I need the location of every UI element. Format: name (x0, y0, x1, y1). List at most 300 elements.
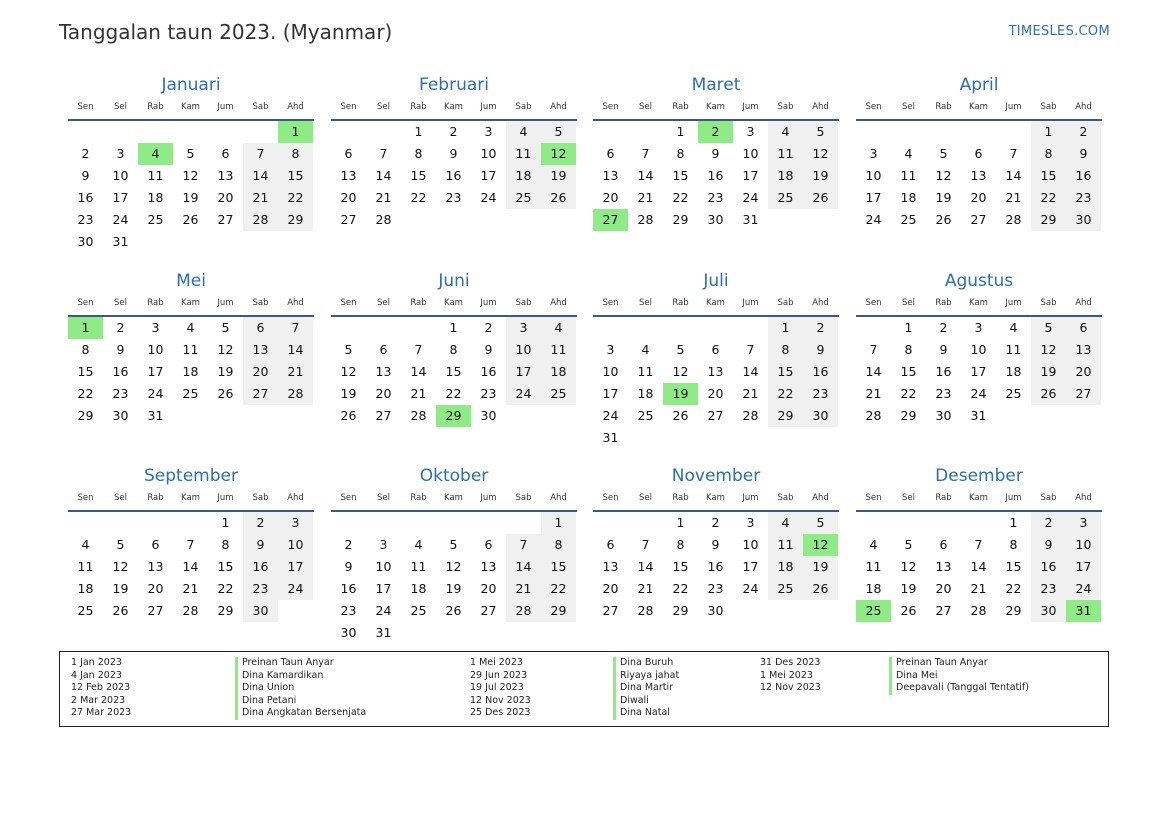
day-cell: 24 (147, 386, 164, 401)
day-cell: 12 (182, 168, 199, 183)
day-cell: 13 (375, 364, 392, 379)
day-cell: 13 (480, 559, 497, 574)
day-cell: 15 (410, 168, 427, 183)
day-cell: 30 (707, 212, 724, 227)
day-cell: 3 (746, 515, 755, 530)
legend-holiday-name: Diwali (613, 695, 679, 708)
weekday-label: Sel (639, 298, 652, 308)
day-cell: 30 (243, 600, 278, 622)
day-cell: 8 (278, 143, 313, 165)
day-cell: 25 (768, 578, 803, 600)
day-cell: 15 (900, 364, 917, 379)
weekday-label: Rab (935, 493, 952, 503)
legend-holiday-name: Dina Buruh (613, 657, 679, 670)
day-cell: 9 (939, 342, 948, 357)
weekday-label: Jum (1005, 298, 1022, 308)
day-cell: 24 (278, 578, 313, 600)
empty-cell (68, 121, 103, 143)
legend-holiday-name: Dina Kamardikan (235, 670, 366, 683)
day-cell: 3 (278, 512, 313, 534)
day-cell: 7 (641, 146, 650, 161)
day-cell: 23 (243, 578, 278, 600)
day-cell: 27 (217, 212, 234, 227)
day-cell: 5 (803, 512, 838, 534)
weekday-label: Kam (181, 493, 200, 503)
day-cell: 19 (803, 556, 838, 578)
holiday-day: 12 (803, 534, 838, 556)
empty-cell (138, 121, 173, 143)
day-cell: 10 (970, 342, 987, 357)
day-cell: 27 (375, 408, 392, 423)
empty-cell (471, 512, 506, 534)
day-cell: 18 (147, 190, 164, 205)
day-cell: 3 (151, 320, 160, 335)
day-cell: 19 (1031, 361, 1066, 383)
weekday-label: Ahd (812, 298, 829, 308)
weekday-label: Sel (902, 298, 915, 308)
day-cell: 15 (77, 364, 94, 379)
weekday-header (593, 487, 839, 509)
month-days (856, 119, 1102, 231)
day-cell: 20 (480, 581, 497, 596)
day-cell: 17 (742, 559, 759, 574)
month-title: November (671, 466, 761, 486)
day-cell: 28 (410, 408, 427, 423)
day-cell: 8 (1009, 537, 1018, 552)
empty-cell (961, 121, 996, 143)
day-cell: 11 (182, 342, 199, 357)
month-title: Juni (438, 271, 470, 291)
day-cell: 16 (77, 190, 94, 205)
day-cell: 1 (1009, 515, 1018, 530)
day-cell: 13 (1066, 339, 1101, 361)
day-cell: 10 (742, 537, 759, 552)
empty-cell (628, 317, 663, 339)
empty-cell (506, 512, 541, 534)
month-days (593, 119, 839, 231)
empty-cell (856, 512, 891, 534)
empty-cell (733, 317, 768, 339)
day-cell: 16 (935, 364, 952, 379)
weekday-header (331, 292, 577, 314)
day-cell: 20 (243, 361, 278, 383)
day-cell: 27 (147, 603, 164, 618)
day-cell: 18 (410, 581, 427, 596)
day-cell: 28 (182, 603, 199, 618)
empty-cell (173, 512, 208, 534)
empty-cell (103, 121, 138, 143)
empty-cell (173, 121, 208, 143)
day-cell: 5 (186, 146, 195, 161)
day-cell: 6 (711, 342, 720, 357)
legend-date: 4 Jan 2023 (71, 669, 122, 681)
day-cell: 19 (445, 581, 462, 596)
month-oktober (331, 465, 577, 644)
month-maret (593, 74, 839, 231)
day-cell: 5 (676, 342, 685, 357)
day-cell: 22 (445, 386, 462, 401)
day-cell: 28 (637, 212, 654, 227)
day-cell: 9 (81, 168, 90, 183)
day-cell: 26 (803, 578, 838, 600)
weekday-label: Rab (410, 493, 427, 503)
day-cell: 14 (182, 559, 199, 574)
day-cell: 16 (243, 556, 278, 578)
month-juli (593, 270, 839, 449)
day-cell: 16 (445, 168, 462, 183)
page-title: Tanggalan taun 2023. (Myanmar) (59, 20, 393, 44)
day-cell: 26 (900, 603, 917, 618)
weekday-header (68, 292, 314, 314)
day-cell: 20 (602, 581, 619, 596)
weekday-label: Sab (777, 298, 794, 308)
day-cell: 24 (970, 386, 987, 401)
day-cell: 26 (217, 386, 234, 401)
day-cell: 31 (742, 212, 759, 227)
day-cell: 11 (506, 143, 541, 165)
day-cell: 9 (711, 146, 720, 161)
legend-holiday-name: Dina Petani (235, 695, 366, 708)
day-cell: 30 (707, 603, 724, 618)
day-cell: 10 (1066, 534, 1101, 556)
weekday-label: Jum (742, 298, 759, 308)
day-cell: 29 (77, 408, 94, 423)
day-cell: 24 (1066, 578, 1101, 600)
weekday-label: Ahd (812, 493, 829, 503)
day-cell: 27 (1066, 383, 1101, 405)
legend-date: 31 Des 2023 (760, 657, 821, 668)
day-cell: 20 (707, 386, 724, 401)
day-cell: 7 (186, 537, 195, 552)
legend-date: 1 Jan 2023 (71, 657, 122, 668)
legend-dates-column (470, 657, 531, 720)
legend-names-column (889, 657, 1029, 695)
weekday-header (68, 96, 314, 118)
day-cell: 1 (449, 320, 458, 335)
day-cell: 22 (410, 190, 427, 205)
day-cell: 2 (1066, 121, 1101, 143)
month-title: Februari (419, 75, 489, 95)
weekday-label: Sab (1040, 102, 1057, 112)
day-cell: 7 (414, 342, 423, 357)
weekday-label: Kam (969, 298, 988, 308)
weekday-label: Jum (1005, 493, 1022, 503)
day-cell: 18 (637, 386, 654, 401)
day-cell: 14 (278, 339, 313, 361)
day-cell: 24 (742, 190, 759, 205)
weekday-label: Rab (410, 102, 427, 112)
day-cell: 16 (480, 364, 497, 379)
empty-cell (996, 121, 1031, 143)
day-cell: 2 (243, 512, 278, 534)
day-cell: 21 (506, 578, 541, 600)
day-cell: 20 (375, 386, 392, 401)
day-cell: 29 (672, 212, 689, 227)
weekday-label: Sel (902, 493, 915, 503)
empty-cell (68, 512, 103, 534)
day-cell: 4 (186, 320, 195, 335)
day-cell: 7 (1009, 146, 1018, 161)
day-cell: 14 (506, 556, 541, 578)
month-title: Desember (935, 466, 1023, 486)
day-cell: 14 (637, 559, 654, 574)
day-cell: 13 (602, 168, 619, 183)
day-cell: 27 (602, 603, 619, 618)
day-cell: 5 (541, 121, 576, 143)
day-cell: 5 (449, 537, 458, 552)
day-cell: 13 (243, 339, 278, 361)
weekday-label: Sel (377, 102, 390, 112)
day-cell: 26 (340, 408, 357, 423)
day-cell: 2 (939, 320, 948, 335)
empty-cell (366, 121, 401, 143)
empty-cell (891, 512, 926, 534)
legend-date: 2 Mar 2023 (71, 694, 126, 706)
weekday-label: Sen (77, 298, 94, 308)
weekday-header (856, 487, 1102, 509)
weekday-label: Sen (602, 102, 619, 112)
weekday-label: Sen (602, 493, 619, 503)
day-cell: 22 (1005, 581, 1022, 596)
legend-date: 1 Mei 2023 (760, 669, 813, 681)
empty-cell (243, 121, 278, 143)
weekday-label: Jum (217, 102, 234, 112)
day-cell: 24 (742, 581, 759, 596)
holiday-day: 19 (663, 383, 698, 405)
day-cell: 11 (77, 559, 94, 574)
day-cell: 25 (768, 187, 803, 209)
empty-cell (331, 512, 366, 534)
day-cell: 31 (602, 430, 619, 445)
weekday-header (331, 487, 577, 509)
weekday-label: Ahd (287, 102, 304, 112)
day-cell: 6 (151, 537, 160, 552)
day-cell: 20 (602, 190, 619, 205)
weekday-label: Rab (672, 102, 689, 112)
day-cell: 3 (974, 320, 983, 335)
day-cell: 9 (449, 146, 458, 161)
day-cell: 22 (672, 190, 689, 205)
day-cell: 19 (340, 386, 357, 401)
day-cell: 23 (803, 383, 838, 405)
weekday-label: Sab (252, 493, 269, 503)
day-cell: 3 (606, 342, 615, 357)
day-cell: 11 (1005, 342, 1022, 357)
day-cell: 8 (904, 342, 913, 357)
weekday-label: Jum (480, 493, 497, 503)
weekday-label: Jum (480, 102, 497, 112)
day-cell: 27 (970, 212, 987, 227)
month-days (856, 510, 1102, 622)
day-cell: 26 (182, 212, 199, 227)
day-cell: 16 (112, 364, 129, 379)
weekday-label: Ahd (812, 102, 829, 112)
day-cell: 17 (602, 386, 619, 401)
day-cell: 9 (803, 339, 838, 361)
empty-cell (401, 317, 436, 339)
weekday-label: Sel (639, 493, 652, 503)
empty-cell (366, 317, 401, 339)
legend-date: 12 Feb 2023 (71, 682, 131, 694)
day-cell: 1 (414, 124, 423, 139)
weekday-label: Sab (777, 102, 794, 112)
day-cell: 8 (541, 534, 576, 556)
day-cell: 28 (865, 408, 882, 423)
weekday-label: Sel (114, 102, 127, 112)
weekday-header (593, 96, 839, 118)
weekday-label: Rab (672, 298, 689, 308)
day-cell: 20 (1066, 361, 1101, 383)
day-cell: 29 (1031, 209, 1066, 231)
month-title: Mei (176, 271, 206, 291)
day-cell: 1 (768, 317, 803, 339)
day-cell: 4 (869, 537, 878, 552)
day-cell: 8 (1031, 143, 1066, 165)
day-cell: 18 (541, 361, 576, 383)
legend-dates-column (71, 657, 131, 720)
day-cell: 7 (243, 143, 278, 165)
legend-holiday-name: Preinan Taun Anyar (235, 657, 366, 670)
holiday-day: 27 (593, 209, 628, 231)
day-cell: 1 (221, 515, 230, 530)
day-cell: 13 (935, 559, 952, 574)
day-cell: 26 (672, 408, 689, 423)
empty-cell (628, 512, 663, 534)
day-cell: 3 (379, 537, 388, 552)
weekday-label: Kam (706, 102, 725, 112)
legend-holiday-name: Dina Natal (613, 707, 679, 720)
day-cell: 15 (1005, 559, 1022, 574)
day-cell: 9 (243, 534, 278, 556)
weekday-label: Jum (742, 102, 759, 112)
weekday-label: Ahd (287, 298, 304, 308)
day-cell: 7 (641, 537, 650, 552)
month-title: September (144, 466, 238, 486)
day-cell: 24 (865, 212, 882, 227)
day-cell: 11 (768, 143, 803, 165)
day-cell: 2 (803, 317, 838, 339)
weekday-header (593, 292, 839, 314)
day-cell: 3 (484, 124, 493, 139)
day-cell: 6 (974, 146, 983, 161)
day-cell: 9 (1066, 143, 1101, 165)
empty-cell (593, 512, 628, 534)
day-cell: 27 (707, 408, 724, 423)
day-cell: 14 (865, 364, 882, 379)
legend-holiday-name: Dina Martir (613, 682, 679, 695)
day-cell: 18 (768, 165, 803, 187)
day-cell: 13 (147, 559, 164, 574)
day-cell: 18 (1005, 364, 1022, 379)
day-cell: 15 (278, 165, 313, 187)
empty-cell (366, 512, 401, 534)
day-cell: 10 (147, 342, 164, 357)
month-januari (68, 74, 314, 253)
holiday-day: 25 (856, 600, 891, 622)
day-cell: 9 (116, 342, 125, 357)
empty-cell (593, 317, 628, 339)
day-cell: 10 (602, 364, 619, 379)
day-cell: 6 (221, 146, 230, 161)
weekday-label: Sen (340, 102, 357, 112)
day-cell: 23 (112, 386, 129, 401)
day-cell: 31 (375, 625, 392, 640)
empty-cell (961, 512, 996, 534)
day-cell: 17 (865, 190, 882, 205)
day-cell: 21 (1005, 190, 1022, 205)
day-cell: 11 (147, 168, 164, 183)
weekday-label: Jum (217, 298, 234, 308)
day-cell: 25 (410, 603, 427, 618)
day-cell: 16 (707, 559, 724, 574)
day-cell: 8 (768, 339, 803, 361)
day-cell: 17 (1066, 556, 1101, 578)
day-cell: 19 (935, 190, 952, 205)
day-cell: 4 (541, 317, 576, 339)
day-cell: 11 (768, 534, 803, 556)
day-cell: 2 (1031, 512, 1066, 534)
day-cell: 10 (506, 339, 541, 361)
day-cell: 28 (1005, 212, 1022, 227)
day-cell: 2 (116, 320, 125, 335)
month-title: Agustus (944, 271, 1014, 291)
weekday-label: Sab (252, 298, 269, 308)
day-cell: 3 (746, 124, 755, 139)
day-cell: 25 (1005, 386, 1022, 401)
day-cell: 21 (182, 581, 199, 596)
day-cell: 10 (278, 534, 313, 556)
day-cell: 18 (77, 581, 94, 596)
weekday-label: Sen (865, 493, 882, 503)
day-cell: 10 (480, 146, 497, 161)
day-cell: 19 (112, 581, 129, 596)
day-cell: 3 (1066, 512, 1101, 534)
day-cell: 1 (676, 515, 685, 530)
legend-names-column (235, 657, 366, 720)
day-cell: 15 (541, 556, 576, 578)
day-cell: 31 (970, 408, 987, 423)
month-desember (856, 465, 1102, 622)
day-cell: 17 (375, 581, 392, 596)
day-cell: 5 (1031, 317, 1066, 339)
day-cell: 26 (445, 603, 462, 618)
month-mei (68, 270, 314, 427)
legend-date: 25 Des 2023 (470, 707, 531, 719)
weekday-label: Kam (706, 493, 725, 503)
day-cell: 21 (865, 386, 882, 401)
day-cell: 23 (77, 212, 94, 227)
day-cell: 23 (445, 190, 462, 205)
day-cell: 5 (803, 121, 838, 143)
day-cell: 30 (935, 408, 952, 423)
legend-holiday-name: Dina Mei (889, 670, 1029, 683)
brand-link[interactable]: TIMESLES.COM (1008, 24, 1110, 39)
month-days (331, 510, 577, 644)
weekday-label: Sen (77, 102, 94, 112)
day-cell: 8 (676, 537, 685, 552)
day-cell: 4 (414, 537, 423, 552)
weekday-label: Rab (672, 493, 689, 503)
weekday-label: Sel (114, 493, 127, 503)
day-cell: 28 (243, 209, 278, 231)
day-cell: 21 (278, 361, 313, 383)
holiday-day: 12 (541, 143, 576, 165)
day-cell: 6 (606, 537, 615, 552)
weekday-label: Kam (181, 102, 200, 112)
day-cell: 18 (182, 364, 199, 379)
holiday-day: 31 (1066, 600, 1101, 622)
day-cell: 18 (506, 165, 541, 187)
